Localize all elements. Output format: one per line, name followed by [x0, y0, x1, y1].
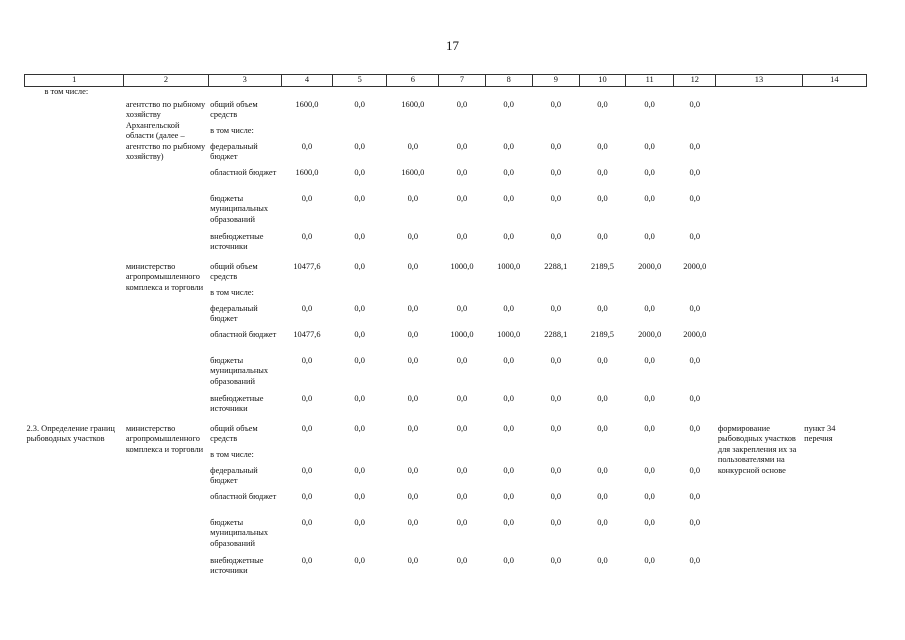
value-cell: 0,0 — [407, 262, 419, 271]
value-cell: 1600,0 — [295, 168, 319, 177]
value-cell: 2000,0 — [683, 330, 707, 339]
value-cell: 0,0 — [456, 232, 468, 241]
value-cell: 0,0 — [689, 424, 700, 433]
value-cell — [485, 288, 532, 304]
value-cell — [439, 126, 485, 142]
value-cell: 0,0 — [597, 304, 608, 313]
value-cell: 0,0 — [550, 142, 562, 151]
funding-source-cell: бюджеты муниципальных образований — [210, 194, 269, 224]
value-cell: 0,0 — [354, 424, 365, 433]
funding-source-cell: внебюджетные источники — [210, 232, 264, 252]
value-cell: 0,0 — [644, 232, 655, 241]
value-cell — [333, 450, 387, 466]
value-cell: 0,0 — [354, 492, 365, 501]
value-cell — [281, 450, 332, 466]
value-cell: 0,0 — [354, 394, 365, 403]
value-cell: 2288,1 — [544, 262, 568, 271]
value-cell — [579, 288, 625, 304]
funding-source-cell: в том числе: — [210, 450, 254, 459]
result-cell: формирование рыбоводных участков для закрепления их за пользователями на конкурсной основе — [717, 424, 797, 475]
value-cell: 0,0 — [503, 556, 514, 565]
column-header-9: 9 — [532, 75, 579, 87]
value-cell: 0,0 — [550, 304, 562, 313]
value-cell: 0,0 — [597, 394, 608, 403]
value-cell: 0,0 — [301, 518, 313, 527]
funding-source-cell: бюджеты муниципальных образований — [210, 518, 269, 548]
value-cell: 10477,6 — [293, 262, 321, 271]
value-cell — [485, 450, 532, 466]
value-cell: 0,0 — [503, 194, 514, 203]
result-cell — [716, 262, 802, 420]
intro-text: в том числе: — [44, 87, 89, 96]
value-cell: 0,0 — [456, 518, 468, 527]
value-cell: 0,0 — [550, 492, 562, 501]
value-cell: 0,0 — [597, 556, 608, 565]
value-cell: 2288,1 — [544, 330, 568, 339]
value-cell: 0,0 — [354, 194, 365, 203]
value-cell: 0,0 — [456, 168, 468, 177]
value-cell: 0,0 — [503, 492, 514, 501]
value-cell: 0,0 — [597, 466, 608, 475]
column-header-10: 10 — [579, 75, 625, 87]
value-cell: 0,0 — [354, 330, 365, 339]
funding-source-cell: федеральный бюджет — [210, 466, 258, 486]
value-cell — [333, 288, 387, 304]
value-cell: 0,0 — [456, 424, 468, 433]
value-cell: 0,0 — [550, 100, 562, 109]
value-cell: 0,0 — [354, 304, 365, 313]
value-cell: 0,0 — [644, 142, 655, 151]
value-cell: 0,0 — [597, 100, 608, 109]
column-header-11: 11 — [626, 75, 674, 87]
executor-cell: министерство агропромышленного комплекса и торговли — [125, 424, 204, 454]
value-cell: 0,0 — [689, 394, 700, 403]
value-cell: 0,0 — [407, 492, 419, 501]
column-header-4: 4 — [281, 75, 332, 87]
funding-source-cell: общий объем средств — [210, 424, 258, 444]
page-number: 17 — [446, 38, 459, 53]
value-cell — [674, 126, 716, 142]
value-cell: 0,0 — [689, 194, 700, 203]
value-cell: 0,0 — [689, 232, 700, 241]
value-cell: 0,0 — [550, 194, 562, 203]
funding-source-cell: общий объем средств — [210, 100, 258, 120]
column-header-8: 8 — [485, 75, 532, 87]
value-cell: 0,0 — [689, 356, 700, 365]
activity-cell: 2.3. Определение границ рыбоводных участков — [26, 424, 115, 444]
value-cell: 0,0 — [407, 232, 419, 241]
value-cell: 0,0 — [407, 424, 419, 433]
value-cell: 0,0 — [644, 492, 655, 501]
value-cell: 0,0 — [301, 556, 313, 565]
value-cell: 0,0 — [689, 466, 700, 475]
reference-cell — [802, 262, 866, 420]
value-cell: 0,0 — [550, 518, 562, 527]
value-cell: 2189,5 — [590, 330, 614, 339]
value-cell: 0,0 — [503, 168, 514, 177]
value-cell — [674, 288, 716, 304]
column-header-7: 7 — [439, 75, 485, 87]
value-cell: 0,0 — [354, 262, 365, 271]
value-cell: 0,0 — [407, 330, 419, 339]
value-cell: 0,0 — [301, 492, 313, 501]
value-cell: 0,0 — [597, 142, 608, 151]
value-cell: 0,0 — [503, 142, 514, 151]
value-cell: 1000,0 — [497, 330, 521, 339]
value-cell: 10477,6 — [293, 330, 321, 339]
value-cell — [626, 126, 674, 142]
funding-source-cell: областной бюджет — [210, 330, 277, 339]
value-cell — [333, 126, 387, 142]
value-cell — [439, 288, 485, 304]
value-cell: 0,0 — [301, 394, 313, 403]
value-cell: 0,0 — [301, 142, 313, 151]
reference-cell: пункт 34 перечня — [804, 424, 836, 444]
activity-cell — [25, 100, 124, 258]
column-header-6: 6 — [387, 75, 439, 87]
executor-cell: министерство агропромышленного комплекса и торговли — [125, 262, 204, 292]
value-cell: 0,0 — [456, 356, 468, 365]
value-cell: 0,0 — [689, 100, 700, 109]
value-cell: 0,0 — [407, 356, 419, 365]
value-cell: 0,0 — [301, 194, 313, 203]
funding-source-cell: внебюджетные источники — [210, 394, 264, 414]
value-cell: 0,0 — [550, 394, 562, 403]
table-body — [25, 87, 867, 583]
value-cell: 0,0 — [456, 304, 468, 313]
column-header-13: 13 — [716, 75, 802, 87]
value-cell — [532, 126, 579, 142]
funding-source-cell: внебюджетные источники — [210, 556, 264, 576]
value-cell: 0,0 — [301, 466, 313, 475]
value-cell: 0,0 — [597, 518, 608, 527]
value-cell: 0,0 — [644, 168, 655, 177]
value-cell: 0,0 — [503, 232, 514, 241]
column-header-5: 5 — [333, 75, 387, 87]
table-row — [25, 100, 867, 126]
value-cell: 2000,0 — [683, 262, 707, 271]
value-cell: 2000,0 — [638, 330, 662, 339]
value-cell: 0,0 — [689, 556, 700, 565]
value-cell: 2189,5 — [590, 262, 614, 271]
executor-cell: агентство по рыбному хозяйству Архангельской области (далее – агентство по рыбному хозяйству) — [125, 100, 206, 162]
value-cell: 0,0 — [644, 194, 655, 203]
value-cell — [387, 288, 439, 304]
value-cell: 0,0 — [354, 356, 365, 365]
value-cell: 1000,0 — [497, 262, 521, 271]
value-cell: 0,0 — [644, 304, 655, 313]
funding-source-cell: в том числе: — [210, 126, 254, 135]
intro-row — [25, 87, 867, 97]
funding-source-cell: в том числе: — [210, 288, 254, 297]
program-table — [24, 74, 867, 582]
value-cell: 0,0 — [407, 556, 419, 565]
value-cell — [281, 288, 332, 304]
value-cell: 0,0 — [597, 194, 608, 203]
value-cell: 0,0 — [503, 466, 514, 475]
value-cell: 0,0 — [354, 518, 365, 527]
value-cell — [281, 126, 332, 142]
value-cell: 0,0 — [689, 492, 700, 501]
value-cell: 0,0 — [644, 424, 655, 433]
funding-source-cell: областной бюджет — [210, 492, 277, 501]
value-cell: 0,0 — [644, 556, 655, 565]
value-cell — [674, 450, 716, 466]
value-cell: 0,0 — [644, 466, 655, 475]
value-cell: 1000,0 — [450, 262, 474, 271]
value-cell: 0,0 — [597, 492, 608, 501]
value-cell: 0,0 — [503, 356, 514, 365]
value-cell: 0,0 — [407, 304, 419, 313]
value-cell — [439, 450, 485, 466]
table-row — [25, 262, 867, 288]
value-cell: 0,0 — [354, 142, 365, 151]
value-cell: 0,0 — [456, 142, 468, 151]
value-cell: 0,0 — [644, 356, 655, 365]
value-cell: 0,0 — [644, 518, 655, 527]
value-cell — [532, 450, 579, 466]
value-cell: 0,0 — [407, 394, 419, 403]
funding-source-cell: бюджеты муниципальных образований — [210, 356, 269, 386]
value-cell — [485, 126, 532, 142]
value-cell: 0,0 — [301, 424, 313, 433]
value-cell: 0,0 — [407, 194, 419, 203]
value-cell — [387, 450, 439, 466]
value-cell: 0,0 — [644, 100, 655, 109]
reference-cell — [802, 100, 866, 258]
value-cell — [626, 288, 674, 304]
funding-source-cell: федеральный бюджет — [210, 142, 258, 162]
value-cell: 1600,0 — [295, 100, 319, 109]
value-cell: 0,0 — [354, 556, 365, 565]
value-cell: 0,0 — [689, 518, 700, 527]
value-cell: 0,0 — [597, 424, 608, 433]
value-cell: 0,0 — [550, 356, 562, 365]
value-cell: 0,0 — [503, 100, 514, 109]
value-cell: 0,0 — [597, 168, 608, 177]
value-cell: 0,0 — [456, 492, 468, 501]
value-cell: 0,0 — [354, 466, 365, 475]
value-cell: 0,0 — [407, 518, 419, 527]
funding-source-cell: областной бюджет — [210, 168, 277, 177]
value-cell: 0,0 — [456, 100, 468, 109]
value-cell: 0,0 — [354, 168, 365, 177]
value-cell: 0,0 — [407, 142, 419, 151]
value-cell — [532, 288, 579, 304]
value-cell: 0,0 — [301, 356, 313, 365]
value-cell: 1600,0 — [401, 168, 425, 177]
column-header-2: 2 — [124, 75, 208, 87]
value-cell: 0,0 — [550, 232, 562, 241]
column-header-1: 1 — [25, 75, 124, 87]
value-cell — [579, 126, 625, 142]
value-cell: 0,0 — [301, 304, 313, 313]
value-cell — [387, 126, 439, 142]
value-cell: 0,0 — [503, 304, 514, 313]
value-cell: 1000,0 — [450, 330, 474, 339]
value-cell: 0,0 — [550, 424, 562, 433]
activity-cell — [25, 262, 124, 420]
value-cell: 0,0 — [597, 232, 608, 241]
funding-source-cell: федеральный бюджет — [210, 304, 258, 324]
value-cell — [626, 450, 674, 466]
value-cell: 0,0 — [503, 394, 514, 403]
column-header-14: 14 — [802, 75, 866, 87]
value-cell: 2000,0 — [638, 262, 662, 271]
value-cell: 0,0 — [550, 466, 562, 475]
value-cell: 0,0 — [644, 394, 655, 403]
value-cell: 0,0 — [354, 232, 365, 241]
value-cell: 0,0 — [689, 304, 700, 313]
column-header-12: 12 — [674, 75, 716, 87]
table-row — [25, 424, 867, 450]
value-cell: 0,0 — [456, 394, 468, 403]
value-cell — [579, 450, 625, 466]
header-row — [25, 75, 867, 87]
value-cell: 0,0 — [503, 518, 514, 527]
table-header — [25, 75, 867, 87]
value-cell: 0,0 — [456, 194, 468, 203]
value-cell: 0,0 — [550, 168, 562, 177]
value-cell: 0,0 — [456, 466, 468, 475]
value-cell: 0,0 — [456, 556, 468, 565]
value-cell: 0,0 — [503, 424, 514, 433]
value-cell: 0,0 — [689, 142, 700, 151]
value-cell: 0,0 — [689, 168, 700, 177]
result-cell — [716, 100, 802, 258]
column-header-3: 3 — [208, 75, 281, 87]
value-cell: 0,0 — [407, 466, 419, 475]
value-cell: 0,0 — [550, 556, 562, 565]
value-cell: 0,0 — [301, 232, 313, 241]
value-cell: 0,0 — [597, 356, 608, 365]
value-cell: 1600,0 — [401, 100, 425, 109]
funding-source-cell: общий объем средств — [210, 262, 258, 282]
value-cell: 0,0 — [354, 100, 365, 109]
